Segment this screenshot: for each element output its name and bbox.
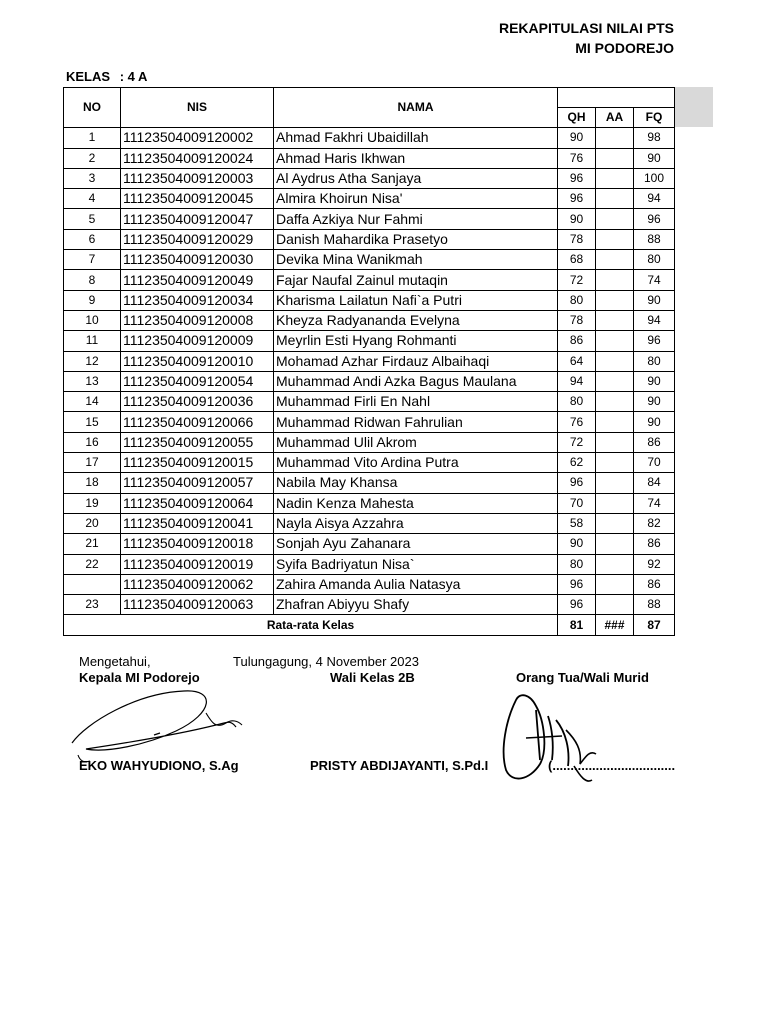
class-line (66, 69, 147, 84)
average-fq: 87 (634, 615, 675, 635)
row-nis: 11123504009120009 (121, 331, 274, 351)
row-nama: Kharisma Lailatun Nafi`a Putri (274, 290, 558, 310)
row-fq: 92 (634, 554, 675, 574)
header-aa: AA (596, 108, 634, 128)
row-aa (596, 209, 634, 229)
row-no: 13 (64, 371, 121, 391)
row-fq: 70 (634, 453, 675, 473)
row-fq: 86 (634, 432, 675, 452)
table-row (64, 595, 675, 615)
row-aa (596, 493, 634, 513)
row-fq: 74 (634, 493, 675, 513)
row-no: 7 (64, 250, 121, 270)
row-nis: 11123504009120062 (121, 574, 274, 594)
row-qh: 70 (558, 493, 596, 513)
row-no: 8 (64, 270, 121, 290)
row-nis: 11123504009120064 (121, 493, 274, 513)
acknowledged-label: Mengetahui, (79, 654, 151, 669)
row-no: 6 (64, 229, 121, 249)
row-nis: 11123504009120045 (121, 189, 274, 209)
table-row (64, 250, 675, 270)
row-fq: 88 (634, 595, 675, 615)
row-nama: Almira Khoirun Nisa' (274, 189, 558, 209)
row-nis: 11123504009120008 (121, 310, 274, 330)
row-nis: 11123504009120002 (121, 128, 274, 148)
row-qh: 90 (558, 534, 596, 554)
row-nis: 11123504009120024 (121, 148, 274, 168)
row-nis: 11123504009120041 (121, 513, 274, 533)
row-nama: Zahira Amanda Aulia Natasya (274, 574, 558, 594)
row-qh: 96 (558, 574, 596, 594)
row-nis: 11123504009120057 (121, 473, 274, 493)
table-body (64, 128, 675, 615)
table-row (64, 493, 675, 513)
row-aa (596, 148, 634, 168)
row-no: 20 (64, 513, 121, 533)
title-line-1: REKAPITULASI NILAI PTS (498, 20, 674, 36)
table-row (64, 574, 675, 594)
row-no: 2 (64, 148, 121, 168)
table-row (64, 209, 675, 229)
row-aa (596, 595, 634, 615)
row-nis: 11123504009120036 (121, 392, 274, 412)
row-nis: 11123504009120003 (121, 168, 274, 188)
row-no: 16 (64, 432, 121, 452)
row-nis: 11123504009120049 (121, 270, 274, 290)
homeroom-teacher-name: PRISTY ABDIJAYANTI, S.Pd.I (310, 758, 489, 773)
row-fq: 80 (634, 250, 675, 270)
table-row (64, 310, 675, 330)
row-fq: 100 (634, 168, 675, 188)
row-nama: Muhammad Vito Ardina Putra (274, 453, 558, 473)
row-nis: 11123504009120015 (121, 453, 274, 473)
row-aa (596, 392, 634, 412)
row-no: 22 (64, 554, 121, 574)
row-nama: Syifa Badriyatun Nisa` (274, 554, 558, 574)
document-title (380, 18, 674, 58)
table-row (64, 554, 675, 574)
row-qh: 58 (558, 513, 596, 533)
row-no: 10 (64, 310, 121, 330)
table-row (64, 371, 675, 391)
row-nama: Nayla Aisya Azzahra (274, 513, 558, 533)
row-no: 12 (64, 351, 121, 371)
table-row (64, 148, 675, 168)
table-row (64, 168, 675, 188)
header-gray-band (674, 87, 713, 127)
row-aa (596, 351, 634, 371)
row-aa (596, 412, 634, 432)
row-aa (596, 250, 634, 270)
average-aa: ### (596, 615, 634, 635)
row-aa (596, 310, 634, 330)
row-qh: 80 (558, 554, 596, 574)
row-aa (596, 513, 634, 533)
row-qh: 94 (558, 371, 596, 391)
row-fq: 74 (634, 270, 675, 290)
row-aa (596, 290, 634, 310)
principal-name: EKO WAHYUDIONO, S.Ag (79, 758, 239, 773)
row-qh: 68 (558, 250, 596, 270)
row-no: 4 (64, 189, 121, 209)
row-nis: 11123504009120063 (121, 595, 274, 615)
row-no: 9 (64, 290, 121, 310)
table-row (64, 351, 675, 371)
row-no: 1 (64, 128, 121, 148)
table-row (64, 331, 675, 351)
table-row (64, 534, 675, 554)
parent-name-placeholder: (.................................. (548, 758, 676, 773)
row-qh: 64 (558, 351, 596, 371)
row-nis: 11123504009120054 (121, 371, 274, 391)
table-row (64, 128, 675, 148)
row-nama: Muhammad Firli En Nahl (274, 392, 558, 412)
row-fq: 96 (634, 331, 675, 351)
row-nama: Meyrlin Esti Hyang Rohmanti (274, 331, 558, 351)
row-nama: Kheyza Radyananda Evelyna (274, 310, 558, 330)
row-qh: 80 (558, 392, 596, 412)
row-qh: 86 (558, 331, 596, 351)
row-no: 18 (64, 473, 121, 493)
table-row (64, 513, 675, 533)
row-fq: 90 (634, 148, 675, 168)
row-aa (596, 168, 634, 188)
row-nama: Zhafran Abiyyu Shafy (274, 595, 558, 615)
table-header-row (64, 88, 675, 108)
row-qh: 76 (558, 412, 596, 432)
row-aa (596, 371, 634, 391)
average-row (64, 615, 675, 635)
table-row (64, 229, 675, 249)
row-no: 3 (64, 168, 121, 188)
row-aa (596, 229, 634, 249)
header-qh: QH (558, 108, 596, 128)
row-nis: 11123504009120047 (121, 209, 274, 229)
row-qh: 96 (558, 595, 596, 615)
header-no: NO (64, 88, 121, 128)
table-row (64, 270, 675, 290)
title-line-2: MI PODOREJO (575, 40, 674, 56)
row-nama: Devika Mina Wanikmah (274, 250, 558, 270)
table-row (64, 290, 675, 310)
row-nama: Muhammad Andi Azka Bagus Maulana (274, 371, 558, 391)
row-nis: 11123504009120029 (121, 229, 274, 249)
row-nama: Danish Mahardika Prasetyo (274, 229, 558, 249)
header-subject-group (558, 88, 675, 108)
row-fq: 90 (634, 392, 675, 412)
row-nama: Ahmad Haris Ikhwan (274, 148, 558, 168)
row-aa (596, 128, 634, 148)
header-fq: FQ (634, 108, 675, 128)
row-nama: Mohamad Azhar Firdauz Albaihaqi (274, 351, 558, 371)
row-aa (596, 270, 634, 290)
row-qh: 96 (558, 473, 596, 493)
row-fq: 98 (634, 128, 675, 148)
average-qh: 81 (558, 615, 596, 635)
principal-title: Kepala MI Podorejo (79, 670, 200, 685)
row-fq: 88 (634, 229, 675, 249)
row-nama: Sonjah Ayu Zahanara (274, 534, 558, 554)
row-qh: 90 (558, 128, 596, 148)
row-aa (596, 331, 634, 351)
row-fq: 86 (634, 574, 675, 594)
row-nis: 11123504009120055 (121, 432, 274, 452)
row-fq: 94 (634, 189, 675, 209)
row-fq: 80 (634, 351, 675, 371)
row-nama: Ahmad Fakhri Ubaidillah (274, 128, 558, 148)
row-no (64, 574, 121, 594)
grade-table (63, 87, 675, 636)
table-row (64, 412, 675, 432)
row-aa (596, 574, 634, 594)
row-nama: Al Aydrus Atha Sanjaya (274, 168, 558, 188)
row-fq: 96 (634, 209, 675, 229)
row-fq: 86 (634, 534, 675, 554)
row-nis: 11123504009120018 (121, 534, 274, 554)
principal-signature (66, 683, 246, 763)
row-no: 5 (64, 209, 121, 229)
row-fq: 90 (634, 371, 675, 391)
row-nama: Fajar Naufal Zainul mutaqin (274, 270, 558, 290)
row-no: 14 (64, 392, 121, 412)
row-nis: 11123504009120034 (121, 290, 274, 310)
row-no: 23 (64, 595, 121, 615)
row-no: 17 (64, 453, 121, 473)
row-nama: Nabila May Khansa (274, 473, 558, 493)
parent-title: Orang Tua/Wali Murid (516, 670, 649, 685)
row-qh: 96 (558, 189, 596, 209)
table-row (64, 189, 675, 209)
average-label: Rata-rata Kelas (64, 615, 558, 635)
row-nis: 11123504009120019 (121, 554, 274, 574)
homeroom-teacher-signature (496, 680, 606, 790)
row-qh: 96 (558, 168, 596, 188)
row-aa (596, 189, 634, 209)
row-no: 15 (64, 412, 121, 432)
row-nis: 11123504009120066 (121, 412, 274, 432)
row-qh: 78 (558, 229, 596, 249)
row-aa (596, 453, 634, 473)
header-nis: NIS (121, 88, 274, 128)
row-aa (596, 432, 634, 452)
row-no: 11 (64, 331, 121, 351)
row-fq: 82 (634, 513, 675, 533)
row-qh: 72 (558, 270, 596, 290)
row-aa (596, 534, 634, 554)
row-nis: 11123504009120030 (121, 250, 274, 270)
table-row (64, 473, 675, 493)
row-nama: Muhammad Ulil Akrom (274, 432, 558, 452)
class-value: : 4 A (119, 69, 148, 84)
row-qh: 78 (558, 310, 596, 330)
row-nama: Nadin Kenza Mahesta (274, 493, 558, 513)
row-no: 21 (64, 534, 121, 554)
row-qh: 76 (558, 148, 596, 168)
row-nama: Muhammad Ridwan Fahrulian (274, 412, 558, 432)
row-fq: 84 (634, 473, 675, 493)
row-no: 19 (64, 493, 121, 513)
table-row (64, 432, 675, 452)
table-row (64, 392, 675, 412)
row-fq: 90 (634, 290, 675, 310)
table-row (64, 453, 675, 473)
row-qh: 72 (558, 432, 596, 452)
row-qh: 90 (558, 209, 596, 229)
place-date: Tulungagung, 4 November 2023 (233, 654, 419, 669)
class-label: KELAS (66, 69, 111, 84)
header-nama: NAMA (274, 88, 558, 128)
row-fq: 90 (634, 412, 675, 432)
row-aa (596, 554, 634, 574)
homeroom-teacher-title: Wali Kelas 2B (330, 670, 415, 685)
row-fq: 94 (634, 310, 675, 330)
row-nama: Daffa Azkiya Nur Fahmi (274, 209, 558, 229)
row-aa (596, 473, 634, 493)
row-qh: 80 (558, 290, 596, 310)
row-nis: 11123504009120010 (121, 351, 274, 371)
row-qh: 62 (558, 453, 596, 473)
